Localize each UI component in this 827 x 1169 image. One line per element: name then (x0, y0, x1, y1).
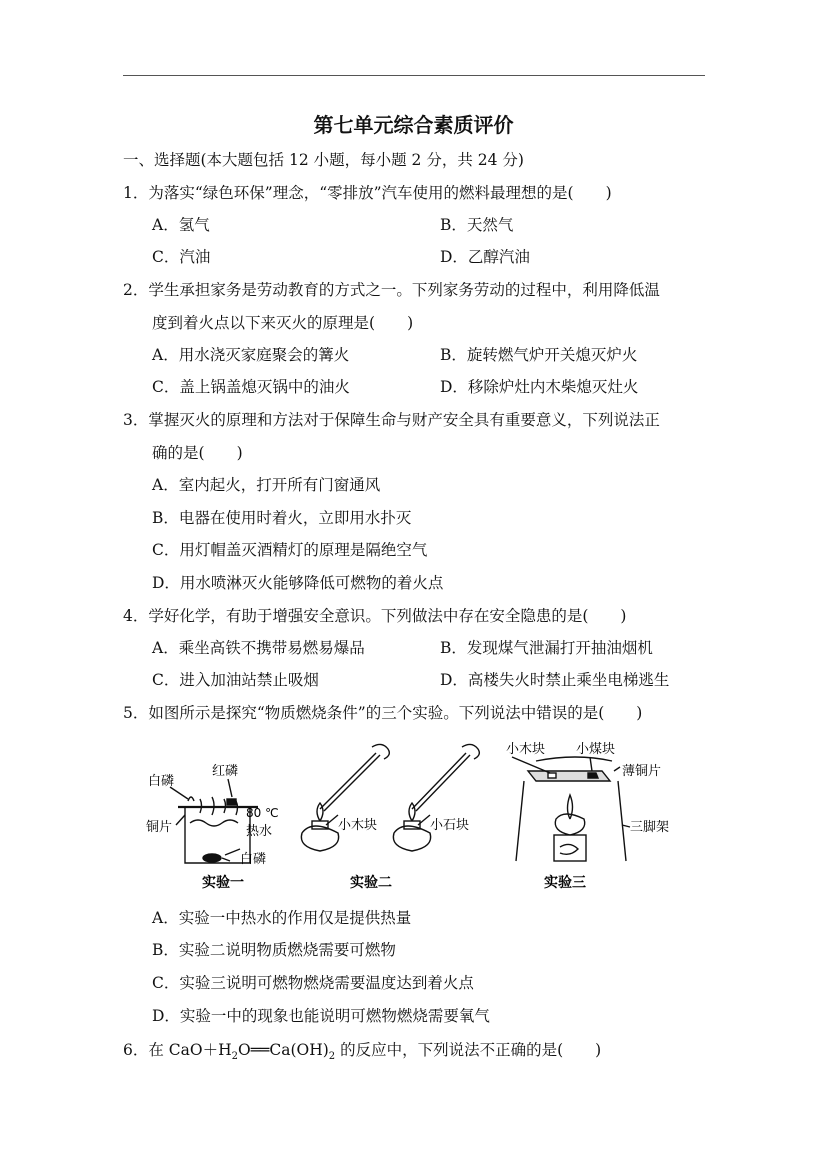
exp1-label-temp: 80 ℃ (246, 806, 279, 820)
q5-option-a[interactable]: A．实验一中热水的作用仅是提供热量 (152, 909, 412, 927)
q2-option-a[interactable]: A．用水浇灭家庭聚会的篝火 (152, 346, 350, 364)
q2-option-b[interactable]: B．旋转燃气炉开关熄灭炉火 (440, 346, 638, 364)
q1-option-b[interactable]: B．天然气 (440, 216, 514, 234)
q5-option-c[interactable]: C．实验三说明可燃物燃烧需要温度达到着火点 (152, 974, 474, 992)
header-rule (123, 75, 705, 76)
q2-stem-line2: 度到着火点以下来灭火的原理是( ) (152, 314, 414, 332)
q1-stem: 1．为落实“绿色环保”理念，“零排放”汽车使用的燃料最理想的是( ) (123, 184, 612, 202)
exp3-label-wood: 小木块 (506, 742, 546, 757)
q4-option-c[interactable]: C．进入加油站禁止吸烟 (152, 671, 319, 689)
exp1-label-copper: 铜片 (146, 820, 173, 835)
q6-stem: 6．在 $CaO+H_2O══Ca(OH)_2$ 的反应中，下列说法不正确的是( ) (123, 1041, 602, 1063)
exp3-label-tripod: 三脚架 (630, 820, 670, 835)
exp1-label-white-p-bottom: 白磷 (240, 852, 267, 867)
exp1-label-white-p-top: 白磷 (148, 774, 175, 789)
q3-option-b[interactable]: B．电器在使用时着火，立即用水扑灭 (152, 509, 412, 527)
q3-stem-line1: 3．掌握灭火的原理和方法对于保障生命与财产安全具有重要意义，下列说法正 (123, 411, 660, 429)
page-title: 第七单元综合素质评价 (313, 113, 514, 137)
q1-option-c[interactable]: C．汽油 (152, 248, 211, 266)
q4-stem: 4．学好化学，有助于增强安全意识。下列做法中存在安全隐患的是( ) (123, 607, 627, 625)
q4-option-a[interactable]: A．乘坐高铁不携带易燃易爆品 (152, 639, 365, 657)
q5-option-b[interactable]: B．实验二说明物质燃烧需要可燃物 (152, 941, 396, 959)
q3-option-d[interactable]: D．用水喷淋灭火能够降低可燃物的着火点 (152, 574, 444, 592)
q3-stem-line2: 确的是( ) (152, 444, 243, 462)
exp3-label-coal: 小煤块 (576, 742, 616, 757)
exp2-label-stone: 小石块 (430, 818, 470, 833)
q3-option-a[interactable]: A．室内起火，打开所有门窗通风 (152, 476, 381, 494)
q5-option-d[interactable]: D．实验一中的现象也能说明可燃物燃烧需要氧气 (152, 1007, 490, 1025)
q5-stem: 5．如图所示是探究“物质燃烧条件”的三个实验。下列说法中错误的是( ) (123, 704, 643, 722)
q3-option-c[interactable]: C．用灯帽盖灭酒精灯的原理是隔绝空气 (152, 541, 428, 559)
q4-option-b[interactable]: B．发现煤气泄漏打开抽油烟机 (440, 639, 653, 657)
q1-option-a[interactable]: A．氢气 (152, 216, 210, 234)
exp1-label-red-p: 红磷 (212, 764, 239, 779)
exp1-caption: 实验一 (202, 875, 244, 891)
section-heading: 一、选择题(本大题包括 12 小题，每小题 2 分，共 24 分) (123, 151, 524, 169)
combustion-experiments-figure (140, 735, 700, 895)
exp2-caption: 实验二 (350, 875, 392, 891)
exp3-label-copper: 薄铜片 (622, 764, 662, 779)
exp1-label-water: 热水 (246, 824, 273, 839)
q4-option-d[interactable]: D．高楼失火时禁止乘坐电梯逃生 (440, 671, 670, 689)
q2-option-d[interactable]: D．移除炉灶内木柴熄灭灶火 (440, 378, 639, 396)
q1-option-d[interactable]: D．乙醇汽油 (440, 248, 530, 266)
q2-option-c[interactable]: C．盖上锅盖熄灭锅中的油火 (152, 378, 350, 396)
exp3-caption: 实验三 (544, 875, 586, 891)
q2-stem-line1: 2．学生承担家务是劳动教育的方式之一。下列家务劳动的过程中，利用降低温 (123, 281, 660, 299)
exp2-label-wood: 小木块 (338, 818, 378, 833)
